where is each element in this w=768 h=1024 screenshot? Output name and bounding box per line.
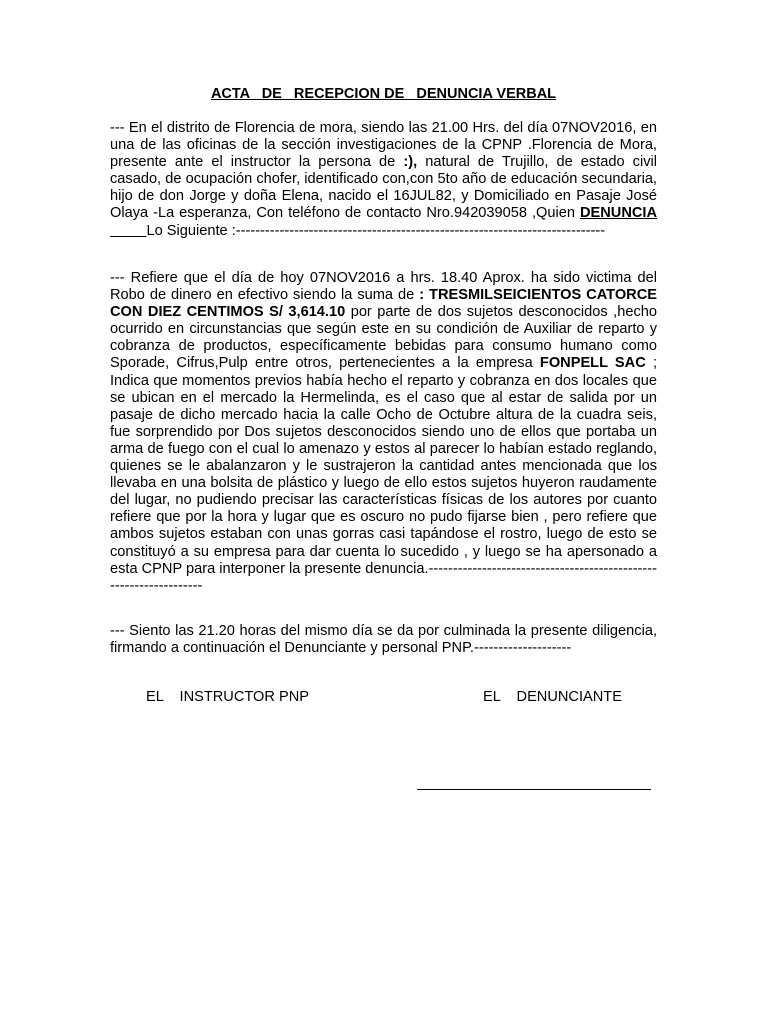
narrative-text-2: por parte de dos sujetos desconocidos ,hecho ocurrido en circunstancias que según este en su condición de Auxiliar de reparto y cobranza de productos, específicamente bebidas para consumo humano como Sporade, Cifrus,Pulp entre otros, pertenecientes a la empresa	[110, 304, 657, 372]
signature-label-denunciante: EL DENUNCIANTE	[483, 689, 622, 705]
narrative-bold-amount: : TRESMILSEICIENTOS CATORCE CON DIEZ CENTIMOS S/ 3,614.10	[110, 287, 657, 321]
signature-line	[417, 789, 651, 790]
intro-text-2: natural de Trujillo, de estado civil casado, de ocupación chofer, identificado con,con 5to año de educación secundaria, hijo de don Jorge y doña Elena, nacido el 16JUL82, y Domiciliado en Pasaje José Olaya -La esperanza, Con teléfono de contacto Nro.942039058 ,Quien	[110, 154, 657, 222]
paragraph-intro	[110, 120, 657, 240]
narrative-bold-company: FONPELL SAC	[539, 355, 646, 372]
intro-underline-fill	[110, 223, 147, 239]
document-title: ACTA DE RECEPCION DE DENUNCIA VERBAL	[210, 86, 557, 102]
narrative-text-3: ; Indica que momentos previos había hecho el reparto y cobranza en dos locales que se ubican en el mercado la Hermelinda, es el caso que al estar de salida por un pasaje de dicho mercado hacia la calle Ocho de Octubre altura de la cuadra seis, fue sorprendido por Dos sujetos desconocidos siendo uno de ellos que portaba un arma de fuego con el cual lo amenazo y estos al parecer lo habían estado reglando, quienes se le abalanzaron y le sustrajeron la cantidad antes mencionada que los llevaba en una bolsita de plástico y luego de ello estos sujetos huyeron raudamente del lugar, no pudiendo precisar las características físicas de los autores por cuanto refiere que por la hora y lugar que es oscuro no pudo fijarse bien , pero refiere que ambos sujetos estaban con unas gorras casi tapándose el rostro, luego de esto se constituyó a su empresa para dar cuenta lo sucedido , y luego se ha apersonado a esta CPNP para interponer la presente denuncia.------------------------------------------------------------------	[110, 355, 657, 594]
intro-bold-name: :),	[403, 154, 418, 171]
intro-text-3: Lo Siguiente :----------------------------------------------------------------------------	[146, 222, 606, 239]
intro-text-1: --- En el distrito de Florencia de mora, siendo las 21.00 Hrs. del día 07NOV2016, en una de las oficinas de la sección investigaciones de la CPNP .Florencia de Mora, presente ante el instructor la persona de	[110, 120, 657, 171]
paragraph-narrative	[110, 270, 657, 595]
paragraph-closing: --- Siento las 21.20 horas del mismo día se da por culminada la presente diligencia, firmando a continuación el Denunciante y personal PNP.--------------------	[110, 623, 657, 657]
narrative-text-1: --- Refiere que el día de hoy 07NOV2016 a hrs. 18.40 Aprox. ha sido victima del Robo de dinero en efectivo siendo la suma de	[110, 270, 657, 304]
signature-label-instructor: EL INSTRUCTOR PNP	[146, 689, 309, 705]
intro-bold-denuncia: DENUNCIA	[579, 205, 657, 222]
